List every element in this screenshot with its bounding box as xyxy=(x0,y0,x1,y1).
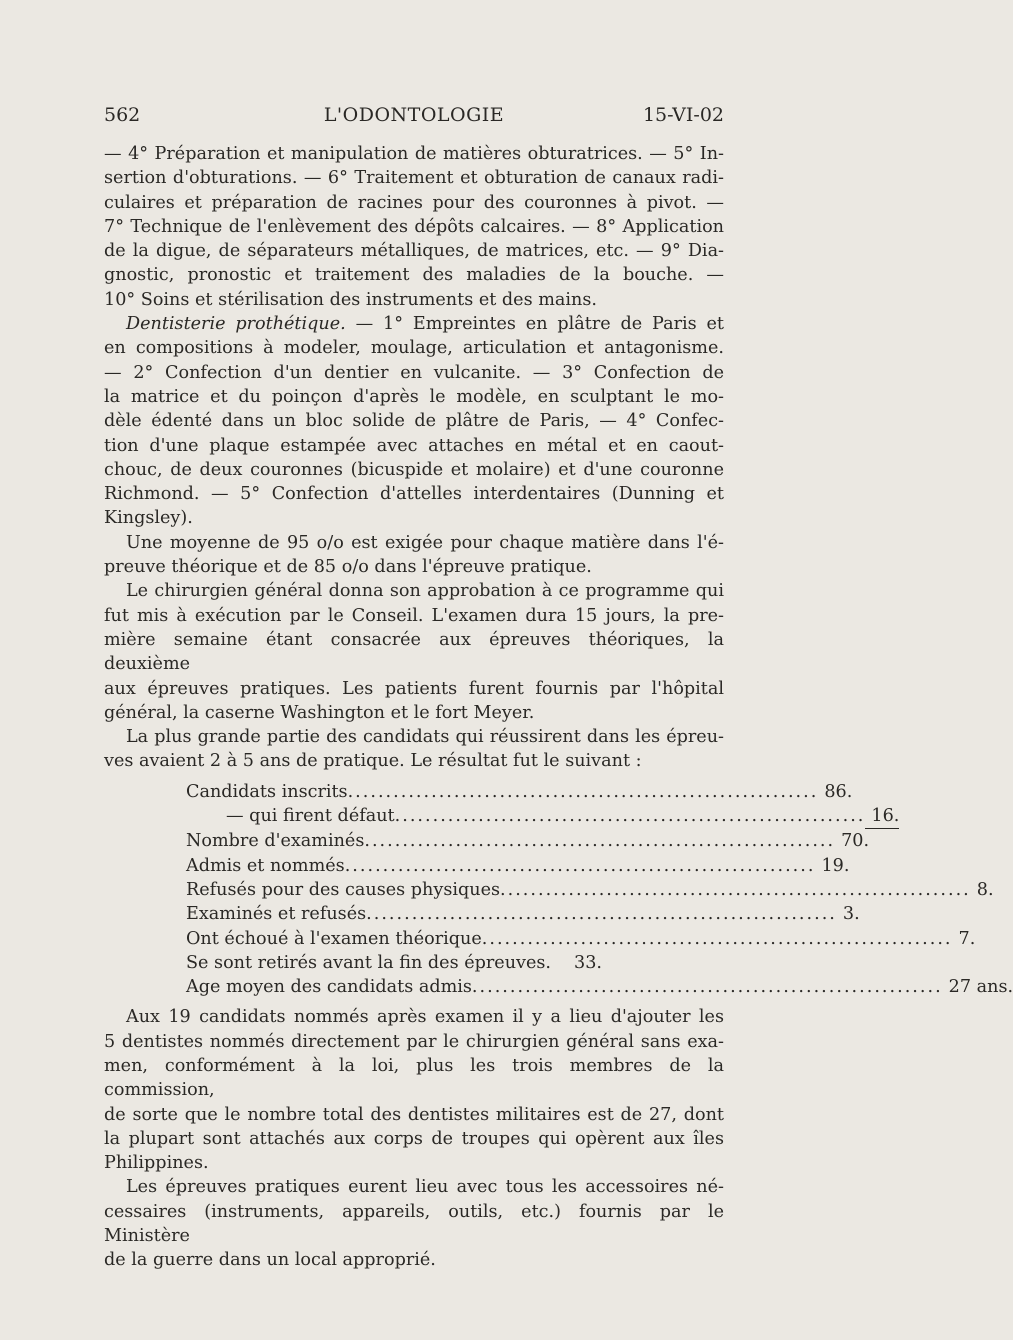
text-line: en compositions à modeler, moulage, articulation et antagonisme. xyxy=(104,338,724,359)
text-line: 5 dentistes nommés directement par le chirurgien général sans exa- xyxy=(104,1031,724,1052)
text-line: culaires et préparation de racines pour des couronnes à pivot. — xyxy=(104,192,724,213)
leader-dots: .............................................................. xyxy=(394,806,866,827)
leader-dots: .............................................................. xyxy=(366,904,837,925)
text-line: tion d'une plaque estampée avec attaches en métal et en caout- xyxy=(104,435,724,456)
text-line: ves avaient 2 à 5 ans de pratique. Le résultat fut le suivant : xyxy=(104,751,642,772)
text-line: Aux 19 candidats nommés après examen il y a lieu d'ajouter les xyxy=(126,1007,724,1028)
text-line: la plupart sont attachés aux corps de troupes qui opèrent aux îles xyxy=(104,1128,724,1149)
text-line: Philippines. xyxy=(104,1153,209,1174)
text-line: Les épreuves pratiques eurent lieu avec tous les accessoires né- xyxy=(126,1177,724,1198)
row-label: Age moyen des candidats admis xyxy=(186,977,472,998)
text-line xyxy=(104,312,724,336)
row-value: 7. xyxy=(958,928,976,949)
text-line: aux épreuves pratiques. Les patients furent fournis par l'hôpital xyxy=(104,678,724,699)
results-table xyxy=(186,780,1013,1000)
paragraph-6 xyxy=(104,1005,724,1175)
text-line: de la guerre dans un local approprié. xyxy=(104,1250,436,1271)
row-value: 3. xyxy=(842,904,860,925)
text-line: Le chirurgien général donna son approbation à ce programme qui xyxy=(126,581,724,602)
table-row xyxy=(186,878,994,902)
row-value: 33. xyxy=(574,952,602,973)
leader-dots: .............................................................. xyxy=(364,831,836,852)
text-line: Une moyenne de 95 o/o est exigée pour chaque matière dans l'é- xyxy=(126,532,724,553)
text-line: Richmond. — 5° Confection d'attelles interdentaires (Dunning et xyxy=(104,484,724,505)
table-row xyxy=(186,854,850,878)
running-header xyxy=(104,104,724,130)
paragraph-3 xyxy=(104,531,724,580)
journal-title: L'ODONTOLOGIE xyxy=(323,104,505,126)
row-label: Ont échoué à l'examen théorique xyxy=(186,928,482,949)
row-label: Se sont retirés avant la fin des épreuves. xyxy=(186,952,552,973)
text-line: men, conformément à la loi, plus les trois membres de la commission, xyxy=(104,1055,724,1101)
article-body xyxy=(104,142,1013,1273)
text-fragment: — 1° Empreintes en plâtre de Paris et xyxy=(345,314,724,335)
row-label: Examinés et refusés xyxy=(186,904,367,925)
leader-dots: .............................................................. xyxy=(347,781,819,802)
row-value: 19. xyxy=(821,855,850,876)
row-label: Nombre d'examinés xyxy=(186,831,365,852)
row-value: 27 ans. xyxy=(948,977,1013,998)
table-row xyxy=(186,780,853,804)
row-label: Refusés pour des causes physiques xyxy=(186,879,501,900)
leader-dots: .............................................................. xyxy=(471,977,943,998)
table-row xyxy=(186,804,900,829)
table-row xyxy=(186,951,636,975)
paragraph-5 xyxy=(104,725,724,774)
text-line: dèle édenté dans un bloc solide de plâtre de Paris, — 4° Confec- xyxy=(104,411,724,432)
leader-dots: .............................................................. xyxy=(500,879,971,900)
table-row xyxy=(186,829,870,853)
text-line: mière semaine étant consacrée aux épreuves théoriques, la deuxième xyxy=(104,629,724,675)
leader-dots: .............................................................. xyxy=(344,855,816,876)
text-line: gnostic, pronostic et traitement des maladies de la bouche. — xyxy=(104,265,724,286)
text-line: de la digue, de séparateurs métalliques, de matrices, etc. — 9° Dia- xyxy=(104,241,724,262)
paragraph-1 xyxy=(104,142,724,312)
text-line: général, la caserne Washington et le fort Meyer. xyxy=(104,702,535,723)
text-line: fut mis à exécution par le Conseil. L'examen dura 15 jours, la pre- xyxy=(104,605,724,626)
text-line: — 4° Préparation et manipulation de matières obturatrices. — 5° In- xyxy=(104,144,724,164)
table-row xyxy=(186,927,976,951)
table-row xyxy=(186,975,1013,999)
text-line: cessaires (instruments, appareils, outils, etc.) fournis par le Ministère xyxy=(104,1201,724,1247)
text-line: La plus grande partie des candidats qui réussirent dans les épreu- xyxy=(126,727,724,748)
row-label: — qui firent défaut xyxy=(226,806,395,827)
text-line: Kingsley). xyxy=(104,508,193,529)
text-line: 7° Technique de l'enlèvement des dépôts calcaires. — 8° Application xyxy=(104,216,724,237)
table-row xyxy=(186,902,860,926)
text-line: la matrice et du poinçon d'après le modèle, en sculptant le mo- xyxy=(104,386,724,407)
text-line: preuve théorique et de 85 o/o dans l'épreuve pratique. xyxy=(104,557,592,578)
row-value: 16. xyxy=(865,804,899,829)
text-line: 10° Soins et stérilisation des instruments et des mains. xyxy=(104,289,597,310)
row-label: Admis et nommés xyxy=(186,855,345,876)
paragraph-2 xyxy=(104,312,724,531)
row-label: Candidats inscrits xyxy=(186,781,348,802)
row-value: 8. xyxy=(976,879,994,900)
paragraph-4 xyxy=(104,579,724,725)
issue-date: 15-VI-02 xyxy=(642,104,724,126)
row-value: 70. xyxy=(841,831,870,852)
text-line: de sorte que le nombre total des dentistes militaires est de 27, dont xyxy=(104,1104,724,1125)
section-heading: Dentisterie prothétique. xyxy=(126,314,346,335)
text-line: chouc, de deux couronnes (bicuspide et molaire) et d'une couronne xyxy=(104,459,724,480)
text-line: — 2° Confection d'un dentier en vulcanite. — 3° Confection de xyxy=(104,362,724,383)
page-number: 562 xyxy=(104,104,141,126)
paragraph-7 xyxy=(104,1175,724,1272)
row-value: 86. xyxy=(824,781,853,802)
text-line: sertion d'obturations. — 6° Traitement et obturation de canaux radi- xyxy=(104,168,724,189)
leader-dots: .............................................................. xyxy=(481,928,953,949)
